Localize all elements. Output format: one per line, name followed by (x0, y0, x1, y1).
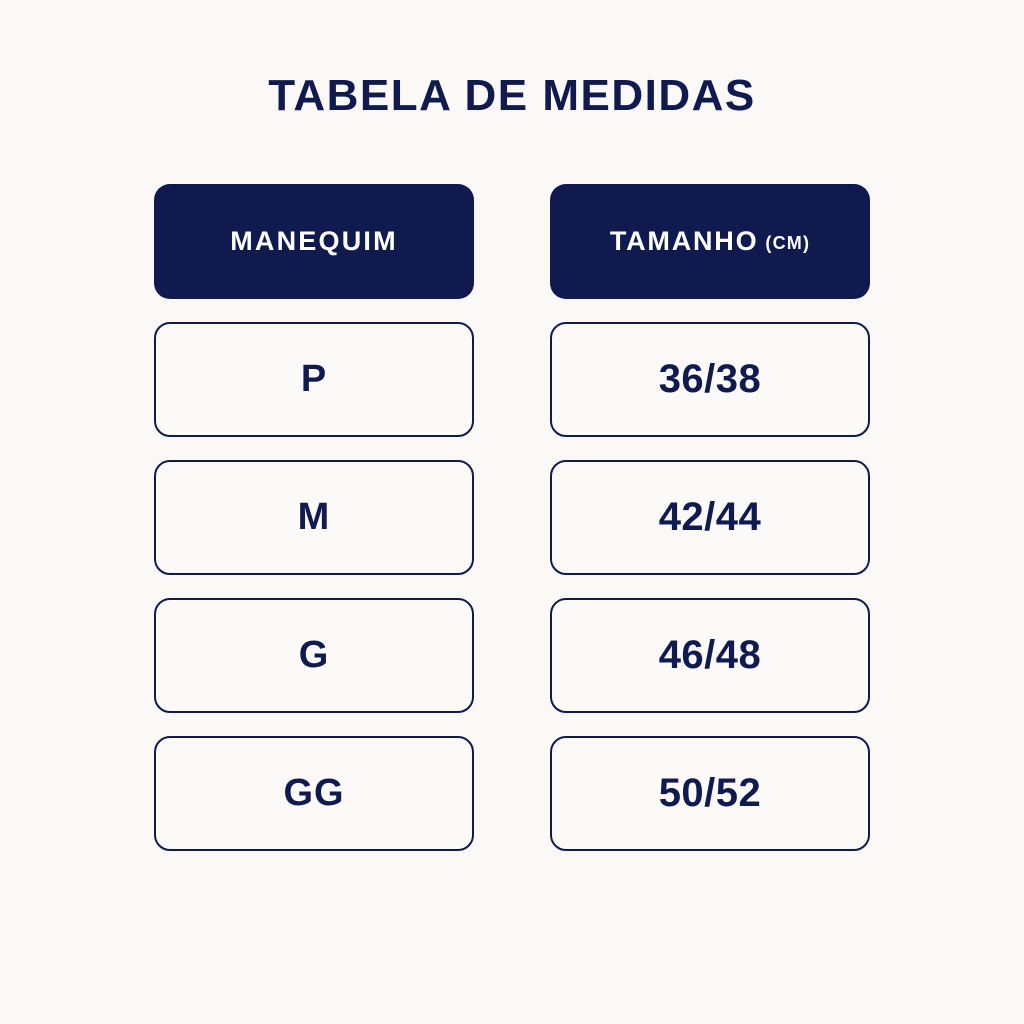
header-label-manequim: MANEQUIM (230, 226, 398, 257)
header-cell-tamanho (550, 184, 870, 299)
table-row (154, 322, 870, 437)
cell-tamanho: 42/44 (550, 460, 870, 575)
table-header-row (154, 184, 870, 299)
cell-manequim: G (154, 598, 474, 713)
size-table (154, 184, 870, 851)
cell-tamanho: 36/38 (550, 322, 870, 437)
cell-manequim: P (154, 322, 474, 437)
header-label-tamanho: TAMANHO (609, 226, 759, 257)
table-row (154, 736, 870, 851)
cell-manequim: M (154, 460, 474, 575)
page-title: TABELA DE MEDIDAS (268, 71, 756, 120)
header-unit-cm: (CM) (765, 233, 811, 254)
header-cell-manequim (154, 184, 474, 299)
table-row (154, 598, 870, 713)
cell-tamanho: 46/48 (550, 598, 870, 713)
cell-manequim: GG (154, 736, 474, 851)
cell-tamanho: 50/52 (550, 736, 870, 851)
table-row (154, 460, 870, 575)
